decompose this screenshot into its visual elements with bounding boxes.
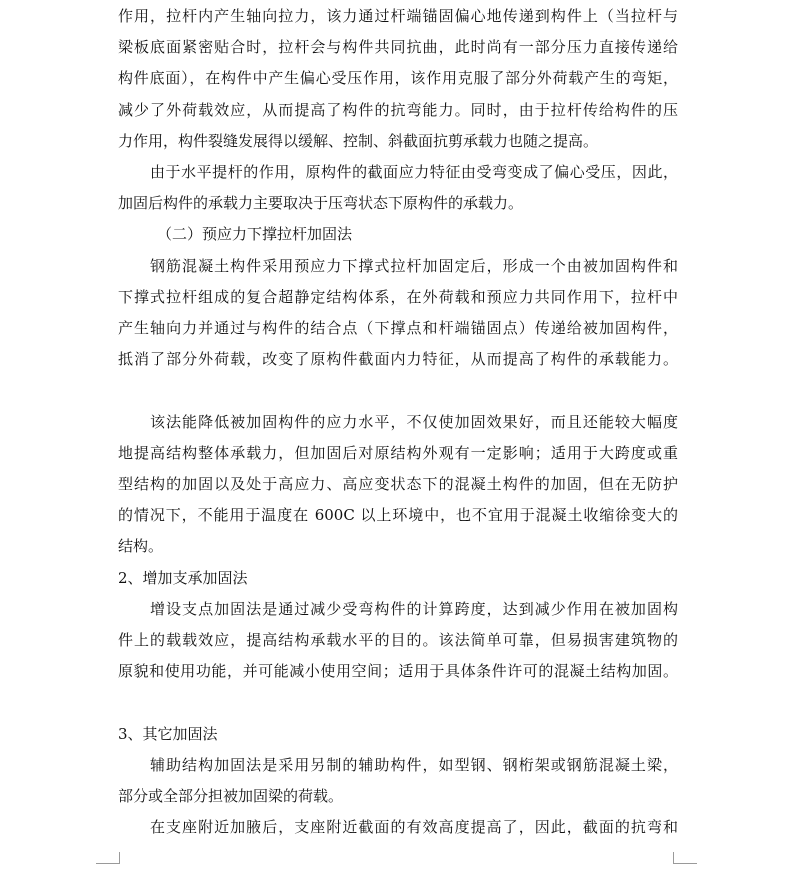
crop-mark-right-vertical <box>673 852 674 864</box>
text-line: 结构。 <box>118 537 164 556</box>
text-line: 产生轴向力并通过与构件的结合点（下撑点和杆端锚固点）传递给被加固构件， <box>118 319 678 337</box>
text-line: 该法能降低被加固构件的应力水平，不仅使加固效果好，而且还能较大幅度 <box>150 412 678 431</box>
blank-line <box>118 690 678 714</box>
text-line: 加固后构件的承载力主要取决于压弯状态下原构件的承载力。 <box>118 194 524 213</box>
crop-mark-left-horizontal <box>96 863 120 864</box>
text-line: 地提高结构整体承载力，但加固后对原结构外观有一定影响；适用于大跨度或重 <box>118 443 678 462</box>
crop-mark-left-vertical <box>119 852 120 864</box>
text-line: 型结构的加固以及处于高应力、高应变状态下的混凝土构件的加固，但在无防护 <box>118 475 678 493</box>
text-line: 辅助结构加固法是采用另制的辅助构件，如型钢、钢桁架或钢筋混凝土梁， <box>150 755 678 774</box>
text-line: 钢筋混凝土构件采用预应力下撑式拉杆加固定后，形成一个由被加固构件和 <box>150 256 678 275</box>
text-line: 构件底面），在构件中产生偏心受压作用，该作用克服了部分外荷载产生的弯矩， <box>118 69 678 88</box>
text-line: 部分或全部分担被加固梁的荷载。 <box>118 787 344 805</box>
text-line: 减少了外荷载效应，从而提高了构件的抗弯能力。同时，由于拉杆传给构件的压 <box>118 100 678 119</box>
text-line: 原貌和使用功能，并可能减小使用空间；适用于具体条件许可的混凝土结构加固。 <box>118 662 678 681</box>
text-line: 抵消了部分外荷载，改变了原构件截面内力特征，从而提高了构件的承载能力。 <box>118 350 678 369</box>
text-line: 下撑式拉杆组成的复合超静定结构体系，在外荷载和预应力共同作用下，拉杆中 <box>118 287 678 306</box>
text-line: 由于水平提杆的作用，原构件的截面应力特征由受弯变成了偏心受压，因此， <box>150 163 678 181</box>
crop-mark-right-horizontal <box>673 863 697 864</box>
text-line: 力作用，构件裂缝发展得以缓解、控制、斜截面抗剪承载力也随之提高。 <box>118 131 599 150</box>
section-heading: （二）预应力下撑拉杆加固法 <box>157 225 353 244</box>
text-line: 件上的载载效应，提高结构承载水平的目的。该法简单可靠，但易损害建筑物的 <box>118 631 678 649</box>
text-line: 梁板底面紧密贴合时，拉杆会与构件共同抗曲，此时尚有一部分压力直接传递给 <box>118 38 678 57</box>
text-line: 3、其它加固法 <box>118 724 218 743</box>
text-line: 作用，拉杆内产生轴向拉力，该力通过杆端锚固偏心地传递到构件上（当拉杆与 <box>118 7 678 25</box>
text-line: 增设支点加固法是通过减少受弯构件的计算跨度，达到减少作用在被加固构 <box>150 599 678 618</box>
text-line: 在支座附近加腋后，支座附近截面的有效高度提高了，因此，截面的抗弯和 <box>150 818 678 837</box>
text-line: 的情况下，不能用于温度在 600C 以上环境中，也不宜用于混凝土收缩徐变大的 <box>118 506 678 525</box>
text-line: 2、增加支承加固法 <box>118 568 248 587</box>
blank-line <box>118 378 678 402</box>
